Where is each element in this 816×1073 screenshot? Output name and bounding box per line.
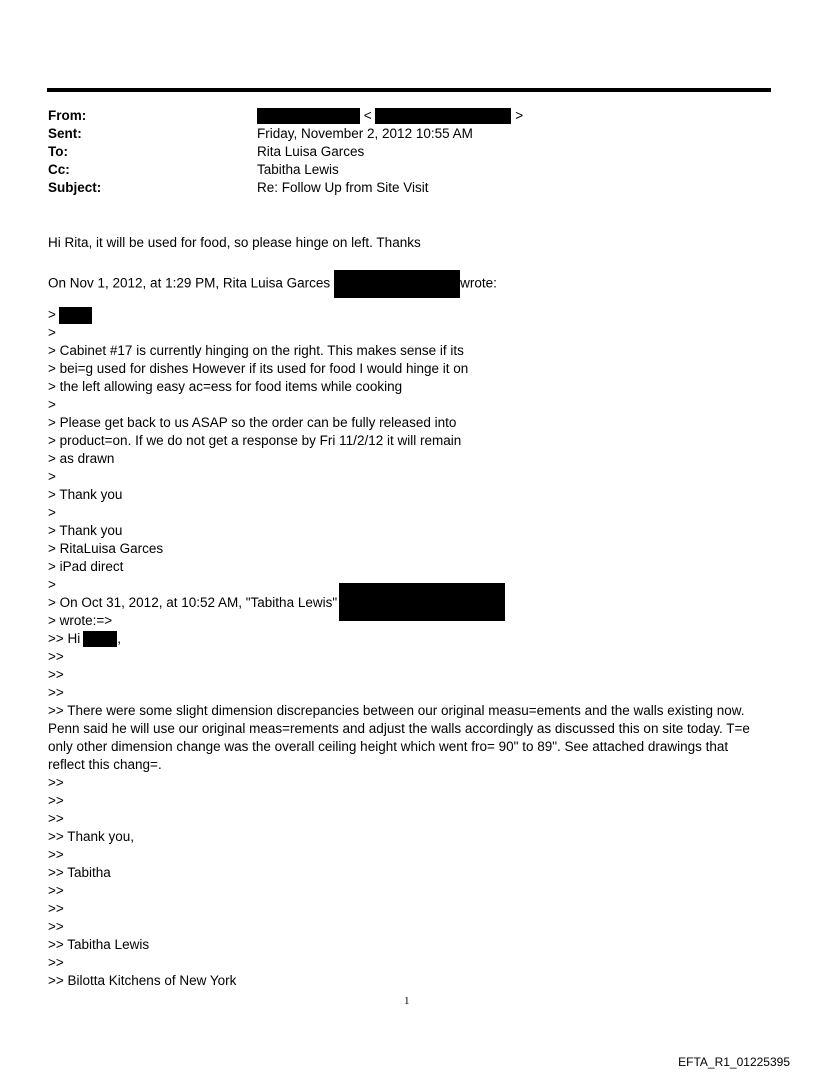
quote-line: >> — [48, 955, 64, 970]
quote-line: > bei=g used for dishes However if its used for food I would hinge it on — [48, 361, 469, 376]
subject-label: Subject: — [48, 180, 102, 195]
cc-value: Tabitha Lewis — [257, 162, 339, 177]
sent-value: Friday, November 2, 2012 10:55 AM — [257, 126, 473, 141]
wrote-line — [48, 270, 497, 298]
quote-line: > iPad direct — [48, 559, 124, 574]
bates-number: EFTA_R1_01225395 — [678, 1055, 790, 1069]
redaction-block — [257, 108, 360, 124]
redaction-block — [339, 583, 505, 621]
header-rule — [47, 88, 771, 92]
to-label: To: — [48, 144, 68, 159]
redaction-block — [375, 108, 511, 124]
quote-line: >> Hi , — [48, 631, 122, 646]
quote-line: > Please get back to us ASAP so the order can be fully released into — [48, 415, 457, 430]
page-number: 1 — [404, 995, 410, 1007]
quote-line: > RitaLuisa Garces — [48, 541, 164, 556]
quote-line: > Cabinet #17 is currently hinging on the right. This makes sense if its — [48, 343, 464, 358]
quote-line: >> Tabitha — [48, 865, 111, 880]
redaction-block — [334, 270, 460, 298]
to-value: Rita Luisa Garces — [257, 144, 365, 159]
from-open-bracket: < — [363, 108, 372, 123]
cc-label: Cc: — [48, 162, 70, 177]
wrote-suffix: wrote: — [460, 275, 497, 291]
quote-line: > the left allowing easy ac=ess for food items while cooking — [48, 379, 403, 394]
quote-line: > On Oct 31, 2012, at 10:52 AM, "Tabitha Lewis" — [48, 595, 338, 610]
sent-label: Sent: — [48, 126, 82, 141]
redaction-block — [83, 631, 117, 647]
from-close-bracket: > — [515, 108, 524, 123]
greeting-line: Hi Rita, it will be used for food, so please hinge on left. Thanks — [48, 235, 421, 250]
quote-line: >> — [48, 775, 64, 790]
quote-line: > — [48, 397, 56, 412]
quote-line: > as drawn — [48, 451, 115, 466]
quote-line: > wrote:=> — [48, 613, 113, 628]
quote-line: >> — [48, 901, 64, 916]
subject-value: Re: Follow Up from Site Visit — [257, 180, 429, 195]
quote-line: >> — [48, 883, 64, 898]
quote-line: > Thank you — [48, 487, 123, 502]
quote-line: >> — [48, 811, 64, 826]
quote-line: >> — [48, 685, 64, 700]
quote-line: > Thank you — [48, 523, 123, 538]
quote-line: > — [48, 306, 92, 324]
quote-line: >> Thank you, — [48, 829, 135, 844]
quote-line: > — [48, 577, 56, 592]
quote-line: >> Tabitha Lewis — [48, 937, 150, 952]
redaction-block — [59, 307, 92, 324]
from-label: From: — [48, 108, 87, 123]
quote-line: > — [48, 505, 56, 520]
quote-line: > — [48, 469, 56, 484]
quote-line: >> — [48, 919, 64, 934]
quote-line: >> — [48, 847, 64, 862]
quote-line: >> Bilotta Kitchens of New York — [48, 973, 237, 988]
quote-line: >> — [48, 793, 64, 808]
wrote-prefix: On Nov 1, 2012, at 1:29 PM, Rita Luisa Garces — [48, 275, 331, 291]
quote-line: >> — [48, 649, 64, 664]
from-value — [257, 107, 523, 125]
quote-line: > product=on. If we do not get a response by Fri 11/2/12 it will remain — [48, 433, 462, 448]
quote-line: >> — [48, 667, 64, 682]
quote-paragraph: >> There were some slight dimension discrepancies between our original measu=ements and the walls existing now. Penn said he will use our original meas=rements and adjust the walls accordingly as discussed this on site today. T=e only other dimension change was the overall ceiling height which went fro= 90" to 89". See attached drawings that reflect this chang=. — [48, 703, 750, 772]
quote-line: > — [48, 325, 56, 340]
